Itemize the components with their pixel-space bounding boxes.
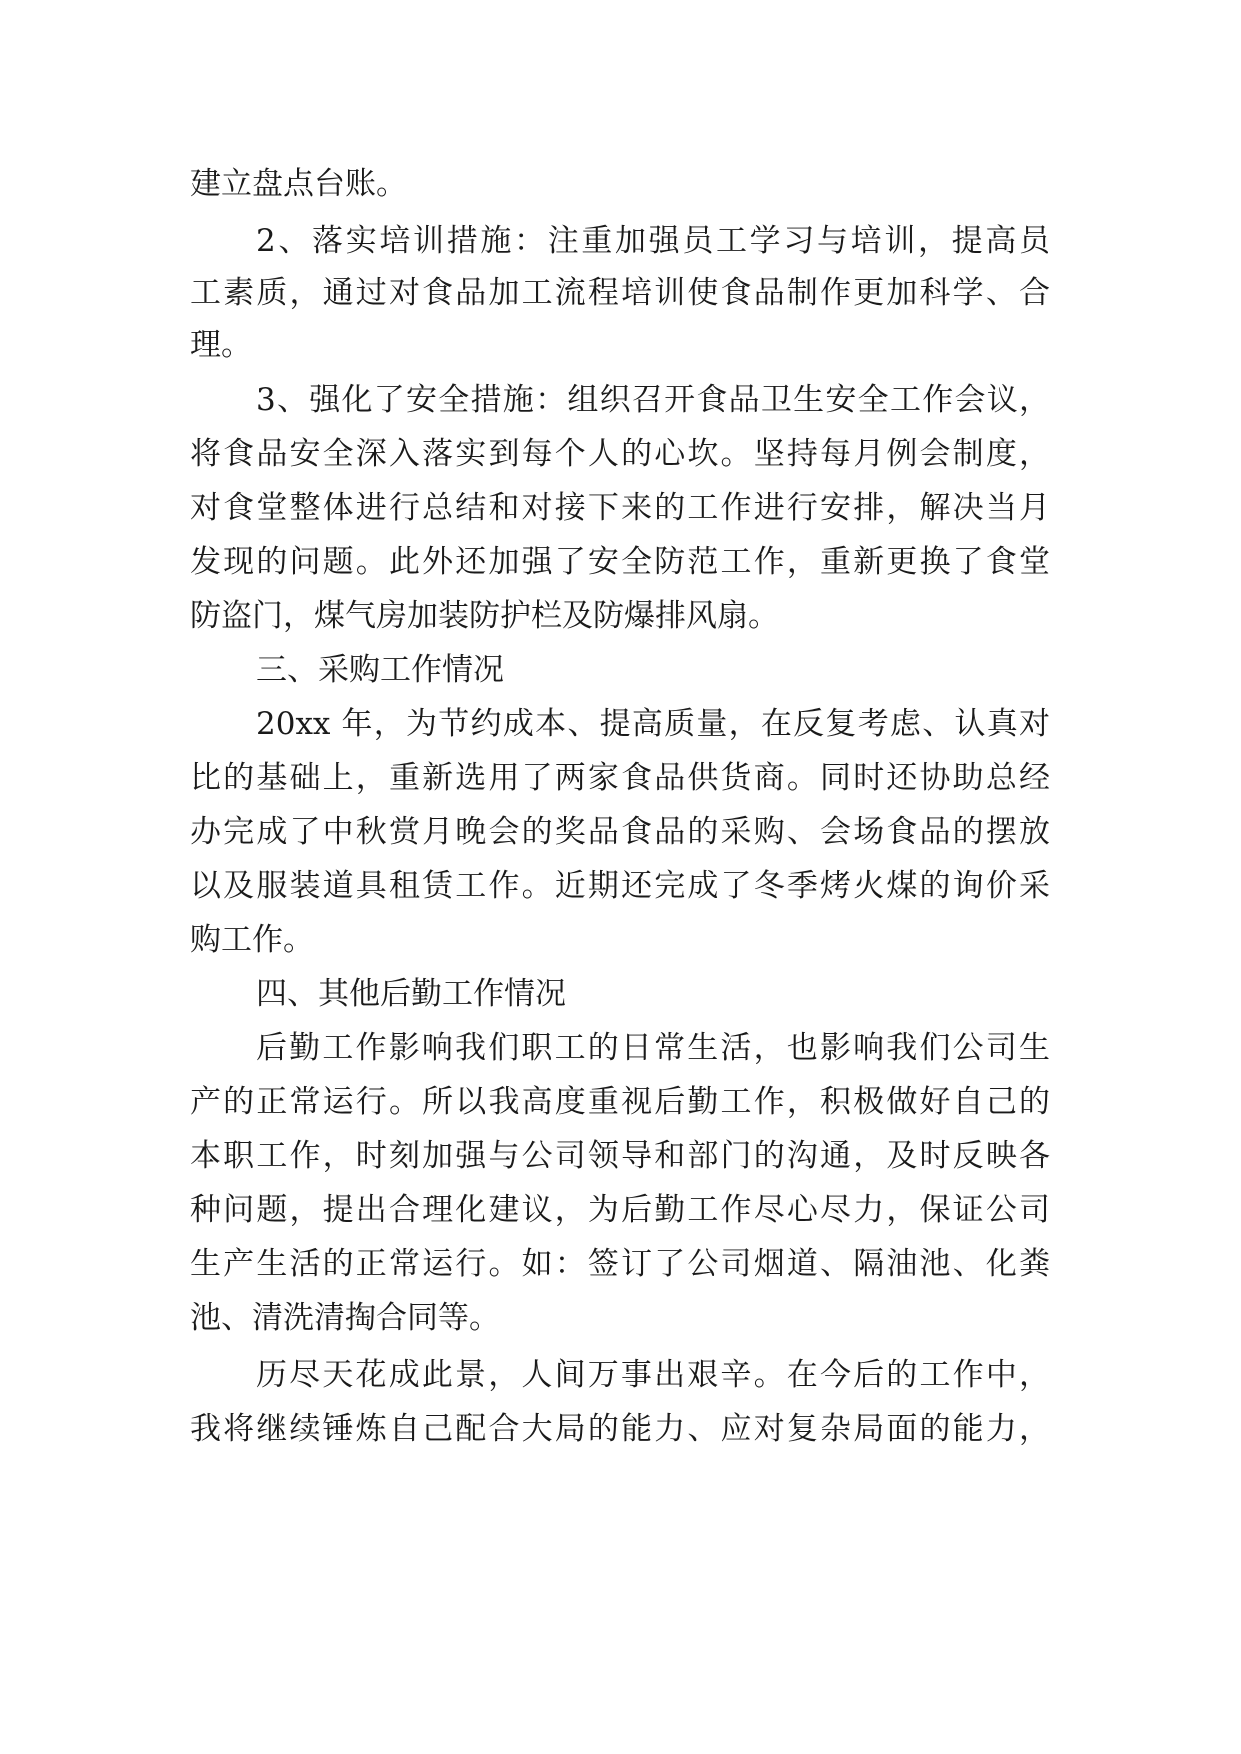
text-line: 防盗门，煤气房加装防护栏及防爆排风扇。	[190, 598, 779, 634]
text-line: 办完成了中秋赏月晚会的奖品食品的采购、会场食品的摆放	[190, 814, 1050, 850]
text-line: 20xx 年，为节约成本、提高质量，在反复考虑、认真对	[256, 706, 1050, 742]
text-line: 产的正常运行。所以我高度重视后勤工作，积极做好自己的	[190, 1084, 1050, 1120]
text-line: 对食堂整体进行总结和对接下来的工作进行安排，解决当月	[190, 490, 1050, 526]
section-heading: 三、采购工作情况	[256, 652, 504, 688]
text-line: 购工作。	[190, 922, 314, 958]
text-line: 工素质，通过对食品加工流程培训使食品制作更加科学、合	[190, 275, 1050, 311]
text-line: 池、清洗清掏合同等。	[190, 1300, 500, 1336]
document-body	[190, 155, 1050, 1459]
text-line: 以及服装道具租赁工作。近期还完成了冬季烤火煤的询价采	[190, 868, 1050, 904]
text-line: 我将继续锤炼自己配合大局的能力、应对复杂局面的能力，	[190, 1411, 1050, 1447]
text-line: 理。	[190, 327, 252, 363]
text-line: 3、强化了安全措施：组织召开食品卫生安全工作会议，	[256, 382, 1050, 418]
text-line: 种问题，提出合理化建议，为后勤工作尽心尽力，保证公司	[190, 1192, 1050, 1228]
text-line: 2、落实培训措施：注重加强员工学习与培训，提高员	[256, 223, 1050, 259]
text-line: 建立盘点台账。	[190, 166, 407, 202]
text-line: 本职工作，时刻加强与公司领导和部门的沟通，及时反映各	[190, 1138, 1050, 1174]
text-line: 比的基础上，重新选用了两家食品供货商。同时还协助总经	[190, 760, 1050, 796]
text-line: 历尽天花成此景，人间万事出艰辛。在今后的工作中，	[256, 1357, 1050, 1393]
text-line: 生产生活的正常运行。如：签订了公司烟道、隔油池、化粪	[190, 1246, 1050, 1282]
text-line: 将食品安全深入落实到每个人的心坎。坚持每月例会制度，	[190, 436, 1050, 472]
text-line: 后勤工作影响我们职工的日常生活，也影响我们公司生	[256, 1030, 1050, 1066]
text-line: 发现的问题。此外还加强了安全防范工作，重新更换了食堂	[190, 544, 1050, 580]
section-heading: 四、其他后勤工作情况	[256, 976, 566, 1012]
